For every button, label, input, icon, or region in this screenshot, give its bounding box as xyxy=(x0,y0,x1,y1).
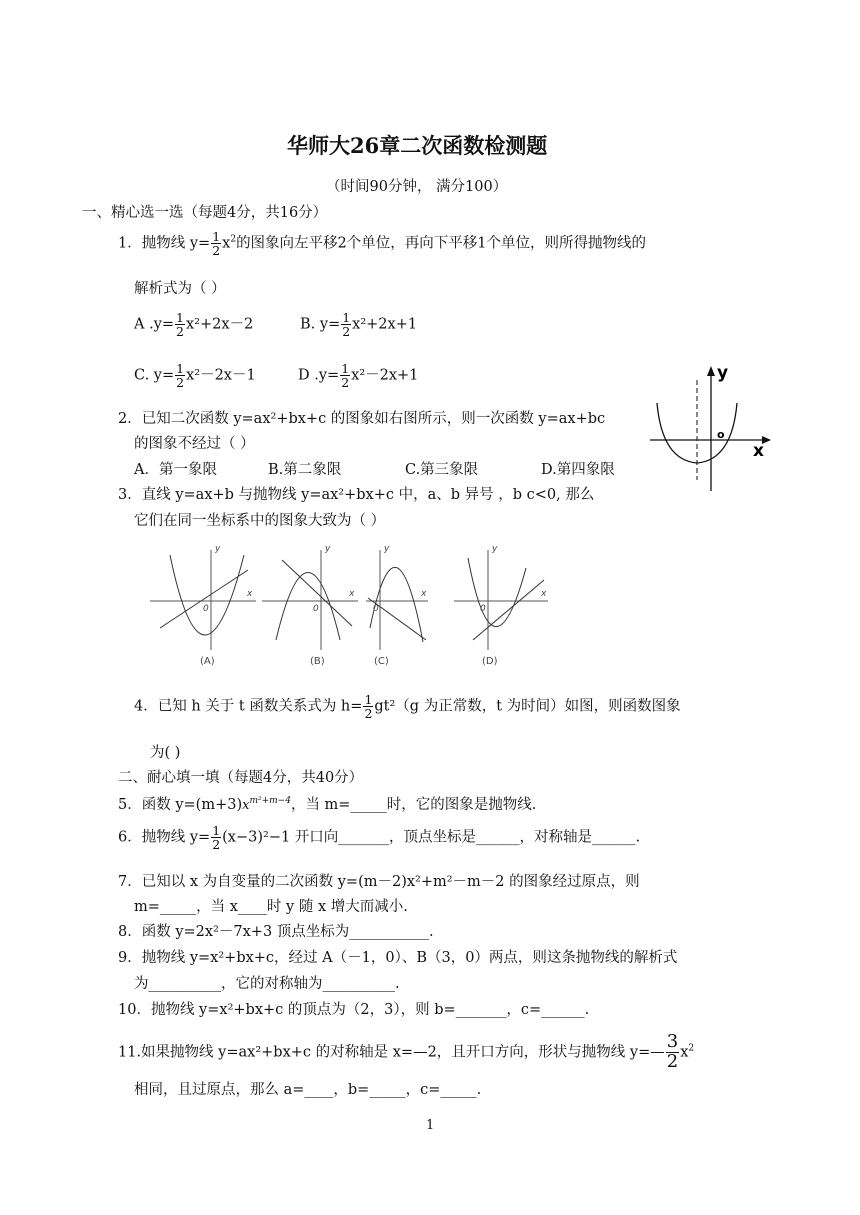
graph-c-origin: 0 xyxy=(373,604,379,614)
y-axis-arrow xyxy=(707,366,715,376)
question-6: 6．抛物线 y= $\frac{1}{2}$ (x−3)²−1 开口向_______，顶点坐标是______，对称轴是______. xyxy=(118,823,641,853)
fraction-half: $\frac{1}{2}$ xyxy=(212,229,221,259)
question-11-line-1: 11.如果抛物线 y=ax²+bx+c 的对称轴是 x=—2，且开口方向，形状与抛物线 y=— $\frac{3}{2}$ $x^2$ xyxy=(118,1031,695,1072)
question-7-line-2: m=_____，当 x____时 y 随 x 增大而减小. xyxy=(134,899,408,915)
question-5: 5．函数 $y=(m+3)x^{m^2+m-4}$，当 m=_____时，它的图象是抛物线. xyxy=(118,796,537,813)
graph-d xyxy=(454,550,548,650)
graph-a xyxy=(150,550,256,650)
q1-text-a: 1．抛物线 y= xyxy=(118,235,211,252)
question-11-line-2: 相同，且过原点，那么 a=____，b=_____，c=_____. xyxy=(134,1082,482,1098)
question-8: 8．函数 y=2x²－7x+3 顶点坐标为___________. xyxy=(118,924,434,940)
q1-option-c: C. y= $\frac{1}{2}$ x²－2x－1 xyxy=(134,361,256,391)
q1-option-a: A .y= $\frac{1}{2}$ x²+2x－2 xyxy=(134,310,254,340)
q2-option-c: C.第三象限 xyxy=(405,462,479,478)
graph-d-x-label: x xyxy=(541,589,547,599)
graph-a-y-label: y xyxy=(215,544,221,554)
graph-c-y-label: y xyxy=(384,544,390,554)
graph-b xyxy=(262,550,358,650)
section-2-heading: 二、耐心填一填（每题4分，共40分） xyxy=(118,770,364,786)
y-axis-label: y xyxy=(717,363,729,383)
question-1-answer-blank: 解析式为（ ） xyxy=(134,281,226,297)
question-3-line-2: 它们在同一坐标系中的图象大致为（ ） xyxy=(134,513,386,529)
graph-d-caption: (D) xyxy=(482,656,498,667)
page-number: 1 xyxy=(426,1118,435,1133)
q2-option-d: D.第四象限 xyxy=(541,462,615,478)
question-4-stem: 4．已知 h 关于 t 函数关系式为 h= $\frac{1}{2}$ gt²（g 为正常数，t 为时间）如图，则函数图象 xyxy=(134,692,681,722)
q2-option-a: A．第一象限 xyxy=(134,462,217,478)
graph-b-origin: 0 xyxy=(313,604,319,614)
page-title: 华师大26章二次函数检测题 xyxy=(287,133,548,158)
q1-option-b: B. y= $\frac{1}{2}$ x²+2x+1 xyxy=(300,310,418,340)
q1-text-c: 的图象向左平移2个单位，再向下平移1个单位，则所得抛物线的 xyxy=(236,235,647,252)
graph-d-y-label: y xyxy=(492,544,498,554)
x-axis-label: x xyxy=(753,441,764,461)
graph-c-caption: (C) xyxy=(374,656,389,667)
graph-c-x-label: x xyxy=(421,589,427,599)
question-4-answer-blank: 为( ) xyxy=(150,745,181,761)
q2-option-b: B.第二象限 xyxy=(268,462,342,478)
q1-text-b: x xyxy=(222,235,231,252)
graph-a-x-label: x xyxy=(247,589,253,599)
graph-a-caption: (A) xyxy=(200,656,215,667)
question-9-line-2: 为__________，它的对称轴为__________. xyxy=(134,976,400,992)
q2-parabola-graph xyxy=(645,360,775,495)
question-7-line-1: 7．已知以 x 为自变量的二次函数 y=(m－2)x²+m²－m－2 的图象经过原点，则 xyxy=(118,874,640,890)
question-2-line-1: 2．已知二次函数 y=ax²+bx+c 的图象如右图所示，则一次函数 y=ax+bc xyxy=(118,411,606,427)
graph-c xyxy=(366,550,428,650)
graph-a-origin: 0 xyxy=(203,604,209,614)
question-9-line-1: 9．抛物线 y=x²+bx+c，经过 A（－1，0）、B（3，0）两点，则这条抛物线的解析式 xyxy=(118,950,678,966)
graph-d-origin: 0 xyxy=(480,604,486,614)
origin-label: o xyxy=(717,428,725,441)
graph-b-y-label: y xyxy=(325,544,331,554)
subtitle: （时间90分钟， 满分100） xyxy=(326,179,508,195)
question-3-line-1: 3．直线 y=ax+b 与抛物线 y=ax²+bx+c 中，a、b 异号 ，b c<0, 那么 xyxy=(118,487,595,503)
q1-option-d: D .y= $\frac{1}{2}$ x²－2x+1 xyxy=(298,361,419,391)
question-2-line-2: 的图象不经过（ ） xyxy=(134,436,255,452)
graph-b-x-label: x xyxy=(349,589,355,599)
q3-graph-set xyxy=(148,540,558,670)
question-10: 10．抛物线 y=x²+bx+c 的顶点为（2，3），则 b=_______，c=______. xyxy=(118,1002,590,1018)
question-1-stem xyxy=(118,230,646,257)
section-1-heading: 一、精心选一选（每题4分，共16分） xyxy=(82,205,328,221)
graph-b-caption: (B) xyxy=(310,656,325,667)
q1-exponent: 2 xyxy=(230,234,237,245)
